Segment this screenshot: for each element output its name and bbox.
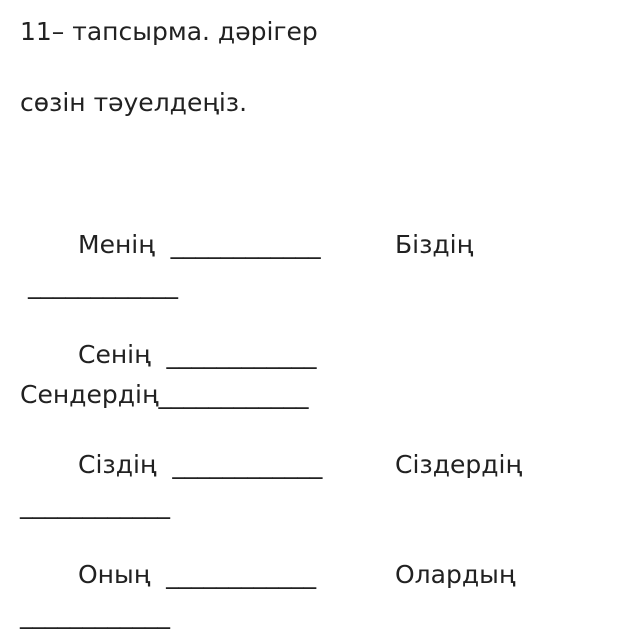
row-3-left: Сіздің ____________ (78, 450, 323, 479)
row-1-left: Менің ____________ (78, 230, 321, 259)
task-title: 11– тапсырма. дәрігер (20, 17, 318, 46)
row-1-continuation: ____________ (20, 270, 178, 299)
row-4-left: Оның ____________ (78, 560, 317, 589)
row-2-left: Сенің ____________ (78, 340, 317, 369)
row-4-right: Олардың (395, 560, 516, 589)
row-3-right: Сіздердің (395, 450, 522, 479)
row-1-right: Біздің (395, 230, 474, 259)
task-instruction: сөзін тәуелдеңіз. (20, 88, 248, 117)
row-2-continuation: Сендердің____________ (20, 380, 309, 409)
row-3-continuation: ____________ (20, 490, 170, 519)
row-4-continuation: ____________ (20, 600, 170, 629)
